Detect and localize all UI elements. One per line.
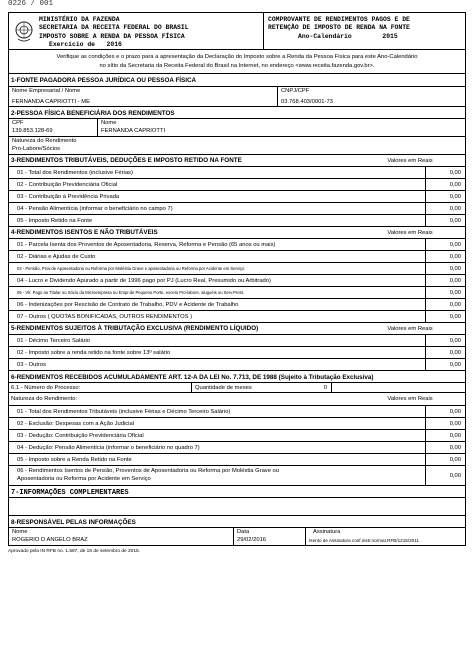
income-nature-label: Natureza do Rendimento [12,138,77,144]
item-label: 04 - Lucro e Dividendo Apurado a partir de 1996 pago por PJ (Lucro Real, Presumido ou Arbitrado) [17,277,271,284]
intro-line-1: Verifique as condições e o prazo para a apresentação da Declaração do Imposto sobre a Renda da Pessoa Física para este Ano-Calendário [56,54,418,60]
title-line-2: RETENÇÃO DE IMPOSTO DE RENDA NA FONTE [268,24,410,32]
signature-cell [305,528,465,545]
item-label: 05 - Imposto sobre a Renda Retido na Fonte [17,456,132,463]
item-value: 0,00 [425,179,465,190]
section-5-items [9,334,465,370]
coat-of-arms-icon [9,13,39,49]
section-4-values-label: Valores em Reais [387,229,433,236]
process-number-label: 6.1 - Número do Processo: [11,384,81,391]
payer-row [9,86,465,106]
section-8-title: 8-RESPONSÁVEL PELAS INFORMAÇÕES [9,515,465,527]
table-row [9,405,465,417]
item-value: 0,00 [425,167,465,178]
secretariat-name: SECRETARIA DA RECEITA FEDERAL DO BRASIL [39,24,189,32]
item-value: 0,00 [425,215,465,226]
table-row [9,178,465,190]
section-7-title: 7-INFORMAÇÕES COMPLEMENTARES [9,485,465,497]
section-6-title: 6-RENDIMENTOS RECEBIDOS ACUMULADAMENTE ART. 12-A DA LEI No. 7.713, DE 1988 (Sujeito à Tributação Exclusiva) [9,370,465,382]
approval-footnote: Aprovado pela IN RFB no. 1.587, de 15 de setembro de 2015. [8,549,141,554]
item-value: 0,00 [425,251,465,262]
item-label: 02 - Exclusão: Despesas com a Ação Judicial [17,420,134,427]
table-row [9,358,465,370]
item-value: 0,00 [425,442,465,453]
item-label: 01 - Décimo Terceiro Salário [17,337,91,344]
table-row [9,190,465,202]
item-label: 01 - Parcela Isenta dos Proventos de Aposentadoria, Reserva, Reforma e Pensão (65 anos ou mais) [17,241,276,248]
tax-name: IMPOSTO SOBRE A RENDA DA PESSOA FÍSICA [39,32,185,40]
income-nature-value: Pro-Labore/Sócios [12,145,61,152]
beneficiary-name-label: Nome [101,120,117,126]
signature-value: Isento de Assinatura conf.instr.normat.RFB/1215/2011 [309,537,419,543]
table-row [9,334,465,346]
beneficiary-cpf-value: 139.853.128-69 [12,127,53,134]
form-code: 0226 / 001 [8,0,54,8]
item-value: 0,00 [425,299,465,310]
exercise-year: Exercício de 2016 [49,41,122,49]
item-label: 02 - Diárias e Ajudas de Custo [17,253,96,260]
item-value: 0,00 [425,430,465,441]
section-1-title: 1-FONTE PAGADORA PESSOA JURÍDICA OU PESSOA FÍSICA [11,77,197,84]
income-nature-row [9,136,465,154]
table-row [9,429,465,441]
item-label: 03 - Pensão, Prov.de Aposentadoria ou Reforma por Moléstia Grave e aposentadoria ou Reforma por Acidente em Serviço [17,266,245,271]
responsible-row [9,527,465,545]
months-value: 0 [323,384,327,391]
section-6-items [9,405,465,485]
complementary-info-area [9,497,465,515]
payer-cnpj-label: CNPJ/CPF [281,88,310,94]
income-statement-form [8,12,466,554]
date-label: Data [237,529,250,535]
table-row [9,453,465,465]
section-6-values-label: Valores em Reais [387,396,433,402]
form-header [8,12,466,50]
item-label: 04 - Pensão Alimentícia (informar o beneficiário no campo 7) [17,205,173,212]
nature-row [9,392,465,405]
table-row [9,298,465,310]
calendar-year: Ano-Calendário 2015 [298,32,398,40]
beneficiary-cpf-cell [9,119,97,136]
item-label: 03 - Contribuição à Previdência Privada [17,193,120,200]
income-nature-cell [9,137,465,154]
intro-text [9,50,465,74]
ministry-header [9,13,264,49]
table-row [9,346,465,358]
section-2-title: 2-PESSOA FÍSICA BENEFICIÁRIA DOS RENDIMENTOS [9,106,465,118]
date-cell [233,528,305,545]
section-5-header [9,322,465,334]
months-label: Quantidade de meses [191,383,291,392]
responsible-name-cell [9,528,233,545]
item-value: 0,00 [425,466,465,485]
section-3-title: 3-RENDIMENTOS TRIBUTÁVEIS, DEDUÇÕES E IMPOSTO RETIDO NA FONTE [11,157,242,164]
item-value: 0,00 [425,311,465,322]
item-label: 01 - Total dos Rendimentos (inclusive Férias) [17,169,133,176]
table-row [9,202,465,214]
item-value: 0,00 [425,275,465,286]
beneficiary-cpf-label: CPF [12,120,24,126]
item-value: 0,00 [425,418,465,429]
process-row [9,382,465,392]
payer-name-cell [9,87,277,106]
section-4-header [9,226,465,238]
item-label: 03 - Dedução: Contribuição Previdenciária Oficial [17,432,144,439]
table-row [9,465,465,485]
payer-cnpj-cell [277,87,465,106]
section-4-items [9,238,465,322]
section-5-values-label: Valores em Reais [387,325,433,332]
ministry-name: MINISTÉRIO DA FAZENDA [39,16,120,23]
item-value: 0,00 [425,287,465,298]
form-body [8,50,466,546]
table-row [9,417,465,429]
item-label: 07 - Outros ( QUOTAS BONIFICADAS, OUTROS RENDIMENTOS ) [17,313,193,320]
item-label: 02 - Imposto sobre a renda retido na fonte sobre 13º salário [17,349,171,356]
item-value: 0,00 [425,263,465,274]
payer-name-value: FERNANDA CAPRIOTTI - ME [12,98,90,105]
item-label: 05 - Imposto Retido na Fonte [17,217,93,224]
table-row [9,441,465,453]
document-title [264,13,465,49]
item-label: 01 - Total dos Rendimentos Tributáveis (inclusive Férias e Décimo Terceiro Salário) [17,408,231,415]
table-row [9,214,465,226]
beneficiary-row [9,118,465,136]
payer-name-label: Nome Empresarial / Nome [12,88,81,94]
item-label: 04 - Dedução: Pensão Alimentícia (informar o beneficiário no quadro 7) [17,444,200,451]
table-row [9,262,465,274]
item-value: 0,00 [425,203,465,214]
process-row-filler [331,383,465,392]
section-3-header [9,154,465,166]
item-value: 0,00 [425,347,465,358]
section-3-values-label: Valores em Reais [387,157,433,164]
item-label: 05 - Vlr. Pago ao Titular ou Sócio da Microempresa ou Empr.de Pequeno Porte, exceto Pro-labore, aluguéis ou Serv.Prest. [17,290,245,295]
table-row [9,286,465,298]
item-label: 06 - Indenizações por Rescisão de Contrato de Trabalho, PDV e Acidente de Trabalho [17,301,239,308]
item-value: 0,00 [425,454,465,465]
responsible-name-label: Nome [12,529,28,535]
beneficiary-name-value: FERNANDA CAPRIOTTI [101,127,166,134]
table-row [9,238,465,250]
table-row [9,310,465,322]
title-line-1: COMPROVANTE DE RENDIMENTOS PAGOS E DE [268,16,410,23]
item-value: 0,00 [425,359,465,370]
nature-label: Natureza do Rendimento: [11,396,78,402]
item-value: 0,00 [425,335,465,346]
beneficiary-name-cell [97,119,465,136]
section-3-items [9,166,465,226]
date-value: 29/02/2016 [237,536,267,543]
signature-label: Assinatura [313,529,341,535]
intro-line-2: no sítio da Secretaria da Receita Federal do Brasil na Internet, no endereço <www.receita.fazenda.gov.br>. [99,63,375,69]
item-value: 0,00 [425,239,465,250]
item-label: 02 - Contribuição Previdenciária Oficial [17,181,118,188]
table-row [9,166,465,178]
item-label: 06 - Rendimentos Isentos de Pensão, Proventos de Aposentadoria ou Reforma por Moléstia Grave ou Aposentadoria ou Reforma por Acidente em Serviço [17,468,279,482]
responsible-name-value: ROGERIO D ANGELO BRAZ [12,536,88,543]
item-label: 03 - Outros [17,361,46,368]
section-5-title: 5-RENDIMENTOS SUJEITOS À TRIBUTAÇÃO EXCLUSIVA (RENDIMENTO LÍQUIDO) [11,325,259,332]
table-row [9,274,465,286]
table-row [9,250,465,262]
payer-cnpj-value: 03.768.403/0001-73 [281,98,333,105]
section-4-title: 4-RENDIMENTOS ISENTOS E NÃO TRIBUTÁVEIS [11,229,158,236]
item-value: 0,00 [425,191,465,202]
item-value: 0,00 [425,406,465,417]
